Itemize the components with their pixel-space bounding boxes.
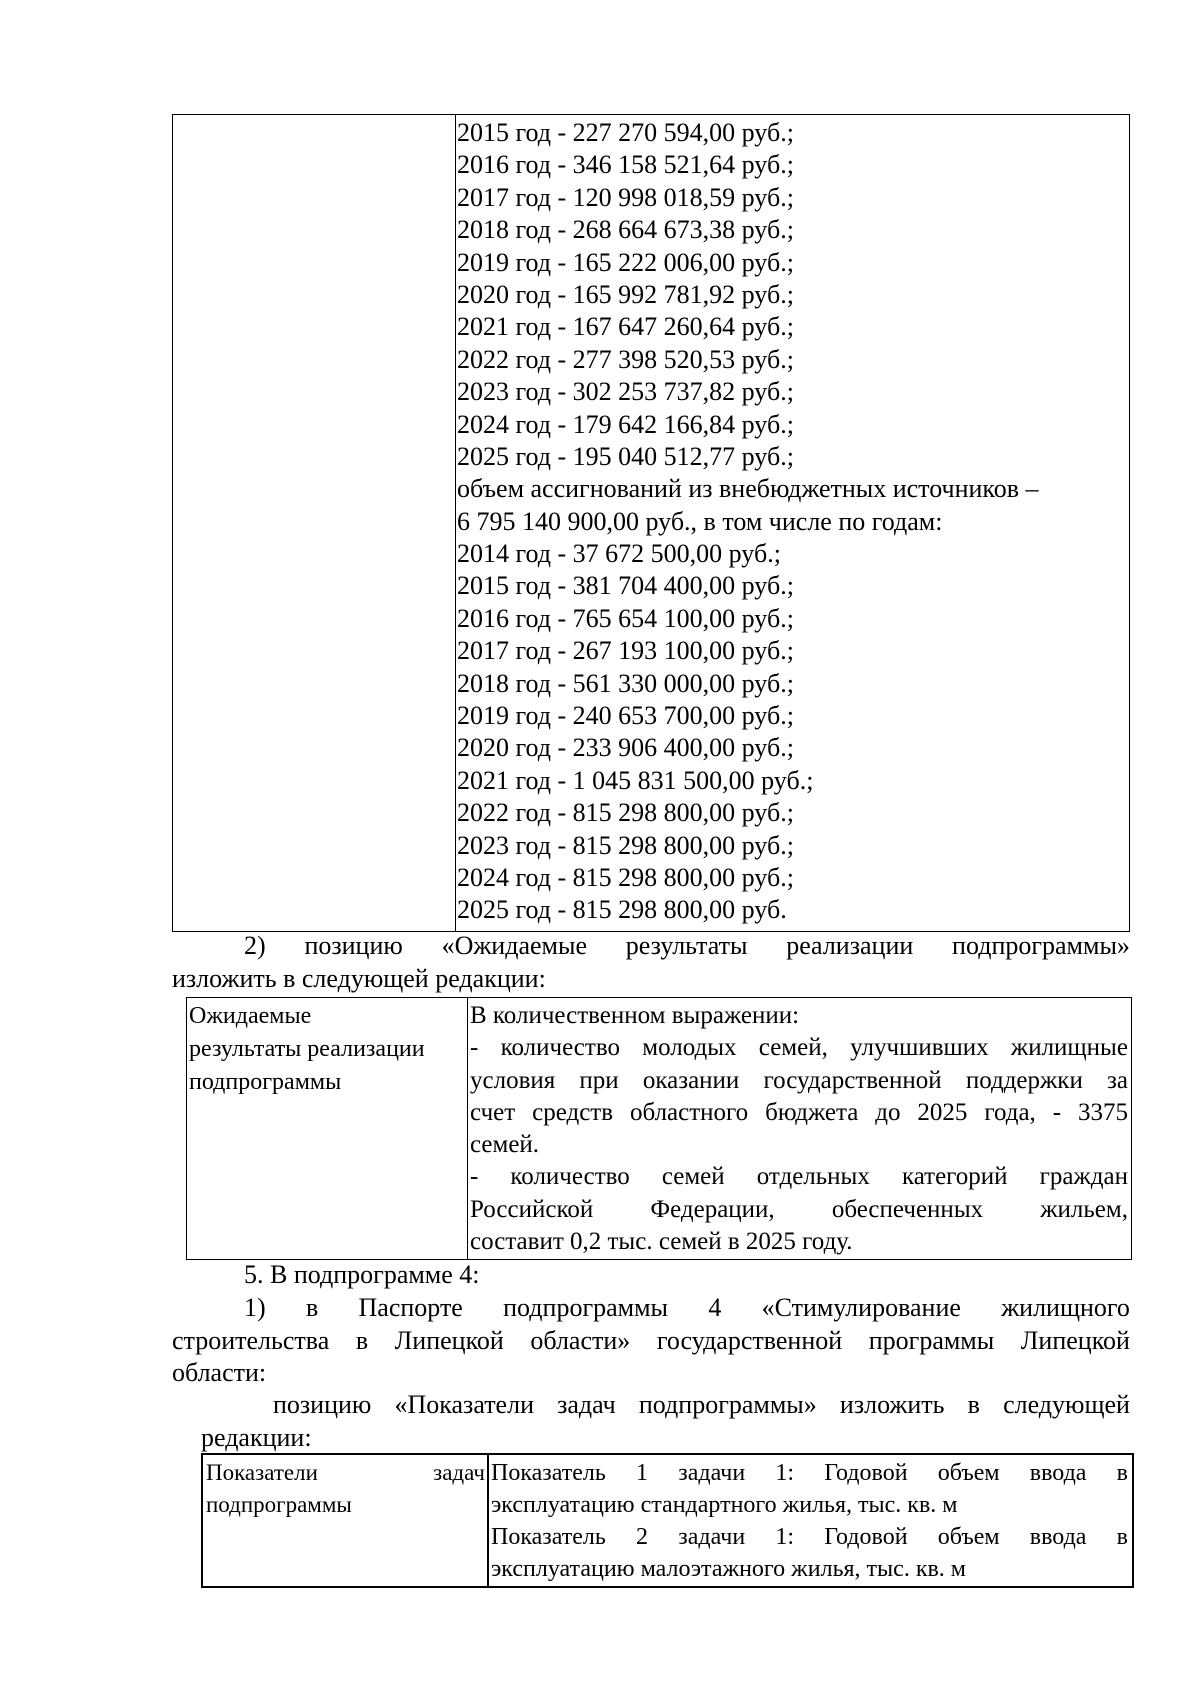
word: Липецкой [394, 1325, 504, 1355]
word: «Стимулирование [761, 1293, 961, 1322]
word: реализации [786, 931, 914, 960]
funding-line: 2019 год - 240 653 700,00 руб.; [457, 701, 794, 731]
funding-line: 2014 год - 37 672 500,00 руб.; [457, 539, 781, 569]
word: 3375 [1077, 1098, 1128, 1126]
funding-line: 6 795 140 900,00 руб., в том числе по годам: [457, 506, 943, 536]
word: счет [470, 1098, 516, 1126]
word: ввода [1029, 1460, 1087, 1486]
funding-line: 2019 год - 165 222 006,00 руб.; [457, 247, 794, 277]
funding-line: 2016 год - 346 158 521,64 руб.; [457, 150, 794, 180]
word: обеспеченных [831, 1195, 984, 1223]
label-line: подпрограммы [189, 1069, 342, 1095]
word: областного [629, 1098, 749, 1126]
word: подпрограммы [503, 1293, 669, 1322]
word: Федерации, [650, 1195, 775, 1223]
funding-line: 2017 год - 120 998 018,59 руб.; [457, 182, 794, 212]
value-line [470, 1065, 1128, 1097]
word: «Ожидаемые [441, 931, 587, 960]
funding-line: 2025 год - 815 298 800,00 руб. [457, 895, 787, 925]
label-line: результаты реализации [189, 1036, 425, 1062]
word: в [1116, 1460, 1128, 1486]
word: программы [868, 1325, 995, 1355]
word: количество [510, 1163, 630, 1191]
table-value-cell [491, 1457, 1128, 1585]
label-line: подпрограммы [206, 1492, 352, 1517]
word: в [355, 1325, 369, 1355]
funding-line: 2021 год - 1 045 831 500,00 руб.; [457, 765, 814, 795]
word: жильем, [1040, 1195, 1128, 1223]
word: Показатель [491, 1460, 606, 1486]
word: государственной [656, 1325, 843, 1355]
paragraph-line: изложить в следующей редакции: [172, 963, 546, 993]
word: 1: [775, 1524, 795, 1550]
word: 1) [244, 1293, 266, 1322]
funding-line: 2021 год - 167 647 260,64 руб.; [457, 312, 794, 342]
value-line: эксплуатацию стандартного жилья, тыс. кв. м [491, 1492, 958, 1518]
word: позицию [273, 1390, 372, 1419]
table-label-cell [189, 1000, 461, 1099]
word: в [967, 1390, 980, 1419]
word: за [1106, 1066, 1128, 1094]
value-line [491, 1521, 1128, 1553]
table-value-cell [470, 1000, 1128, 1258]
funding-line: 2020 год - 165 992 781,92 руб.; [457, 279, 794, 309]
word: молодых [642, 1034, 737, 1062]
paragraph-indicators [201, 1389, 1130, 1454]
funding-line: 2024 год - 815 298 800,00 руб.; [457, 862, 794, 892]
word: Липецкой [1020, 1325, 1130, 1355]
word: при [579, 1066, 619, 1094]
funding-line: 2022 год - 277 398 520,53 руб.; [457, 344, 794, 374]
funding-line: объем ассигнований из внебюджетных источников – [457, 474, 1039, 504]
word: Российской [470, 1195, 594, 1223]
word: - [1052, 1098, 1062, 1126]
word: ввода [1029, 1524, 1087, 1550]
word: строительства [172, 1325, 330, 1355]
funding-line: 2015 год - 227 270 594,00 руб.; [457, 118, 794, 147]
word: 2 [636, 1524, 649, 1550]
word: отдельных [756, 1163, 870, 1191]
value-line [470, 1032, 1128, 1064]
word: 4 [708, 1293, 722, 1322]
word: Годовой [824, 1524, 908, 1550]
table-label-cell [206, 1457, 485, 1521]
column-divider [455, 115, 456, 931]
word: граждан [1039, 1163, 1128, 1191]
funding-line: 2020 год - 233 906 400,00 руб.; [457, 733, 794, 763]
funding-line: 2022 год - 815 298 800,00 руб.; [457, 798, 794, 828]
word: Годовой [824, 1460, 908, 1486]
funding-line: 2024 год - 179 642 166,84 руб.; [457, 409, 794, 439]
funding-line: 2023 год - 815 298 800,00 руб.; [457, 830, 794, 860]
value-line [470, 1194, 1128, 1226]
column-divider [467, 998, 468, 1259]
word: задачи [678, 1524, 746, 1550]
justified-line [172, 1325, 1130, 1358]
word: - [470, 1034, 479, 1062]
funding-table [172, 114, 1130, 932]
value-line [491, 1457, 1128, 1489]
word: результаты [625, 931, 748, 960]
word: семей [661, 1163, 725, 1191]
label-line: Ожидаемые [189, 1003, 312, 1029]
word: 2) [244, 931, 266, 960]
word: Паспорте [358, 1293, 463, 1322]
word: задачи [678, 1460, 746, 1486]
word: подпрограммы» [952, 931, 1130, 960]
funding-line: 2016 год - 765 654 100,00 руб.; [457, 603, 794, 633]
funding-line: 2018 год - 561 330 000,00 руб.; [457, 668, 794, 698]
value-line: семей. [470, 1131, 540, 1159]
funding-line: 2023 год - 302 253 737,82 руб.; [457, 377, 794, 407]
word: - [470, 1163, 479, 1191]
value-line [470, 1097, 1128, 1129]
word: позицию [304, 931, 403, 960]
value-line: В количественном выражении: [470, 1002, 800, 1029]
paragraph-subprogram-4: 5. В подпрограмме 4: [244, 1260, 480, 1289]
value-line [470, 1161, 1128, 1193]
paragraph-line: редакции: [201, 1422, 312, 1452]
justified-line [172, 1292, 1130, 1325]
word: 1 [636, 1460, 649, 1486]
word: «Показатели [394, 1390, 534, 1419]
word: жилищного [1001, 1293, 1130, 1322]
word: бюджета [765, 1098, 859, 1126]
word: Показатели [206, 1460, 318, 1485]
word: области» [530, 1325, 631, 1355]
label-line [206, 1457, 485, 1489]
justified-line [201, 1389, 1130, 1422]
word: условия [470, 1066, 556, 1094]
word: до [875, 1098, 901, 1126]
word: 2025 [917, 1098, 968, 1126]
word: изложить [839, 1390, 945, 1419]
funding-line: 2017 год - 267 193 100,00 руб.; [457, 636, 794, 666]
word: объем [937, 1524, 1000, 1550]
indicators-table [201, 1453, 1134, 1588]
word: подпрограммы» [638, 1390, 817, 1419]
paragraph-expected-results [172, 930, 1130, 995]
expected-results-table [186, 997, 1132, 1260]
word: жилищные [1010, 1034, 1128, 1062]
word: улучшивших [850, 1034, 989, 1062]
word: в [1116, 1524, 1128, 1550]
word: в [305, 1293, 319, 1322]
word: задач [557, 1390, 616, 1419]
word: года, [984, 1098, 1036, 1126]
word: поддержки [965, 1066, 1083, 1094]
funding-line: 2025 год - 195 040 512,77 руб.; [457, 441, 794, 471]
word: оказании [642, 1066, 740, 1094]
word: государственной [763, 1066, 942, 1094]
funding-line: 2015 год - 381 704 400,00 руб.; [457, 571, 794, 601]
word: семей, [758, 1034, 828, 1062]
paragraph-line: области: [172, 1358, 267, 1387]
funding-line: 2018 год - 268 664 673,38 руб.; [457, 215, 794, 245]
paragraph-passport [172, 1292, 1130, 1390]
word: объем [937, 1460, 1000, 1486]
word: Показатель [491, 1524, 606, 1550]
word: следующей [1003, 1390, 1130, 1419]
word: средств [532, 1098, 614, 1126]
column-divider [487, 1455, 489, 1586]
word: категорий [901, 1163, 1008, 1191]
justified-line [172, 930, 1130, 963]
value-line: составит 0,2 тыс. семей в 2025 году. [470, 1228, 853, 1256]
word: задач [433, 1460, 485, 1485]
value-line: эксплуатацию малоэтажного жилья, тыс. кв. м [491, 1556, 966, 1582]
funding-lines-cell [457, 117, 1125, 927]
word: 1: [775, 1460, 795, 1486]
word: количество [500, 1034, 620, 1062]
